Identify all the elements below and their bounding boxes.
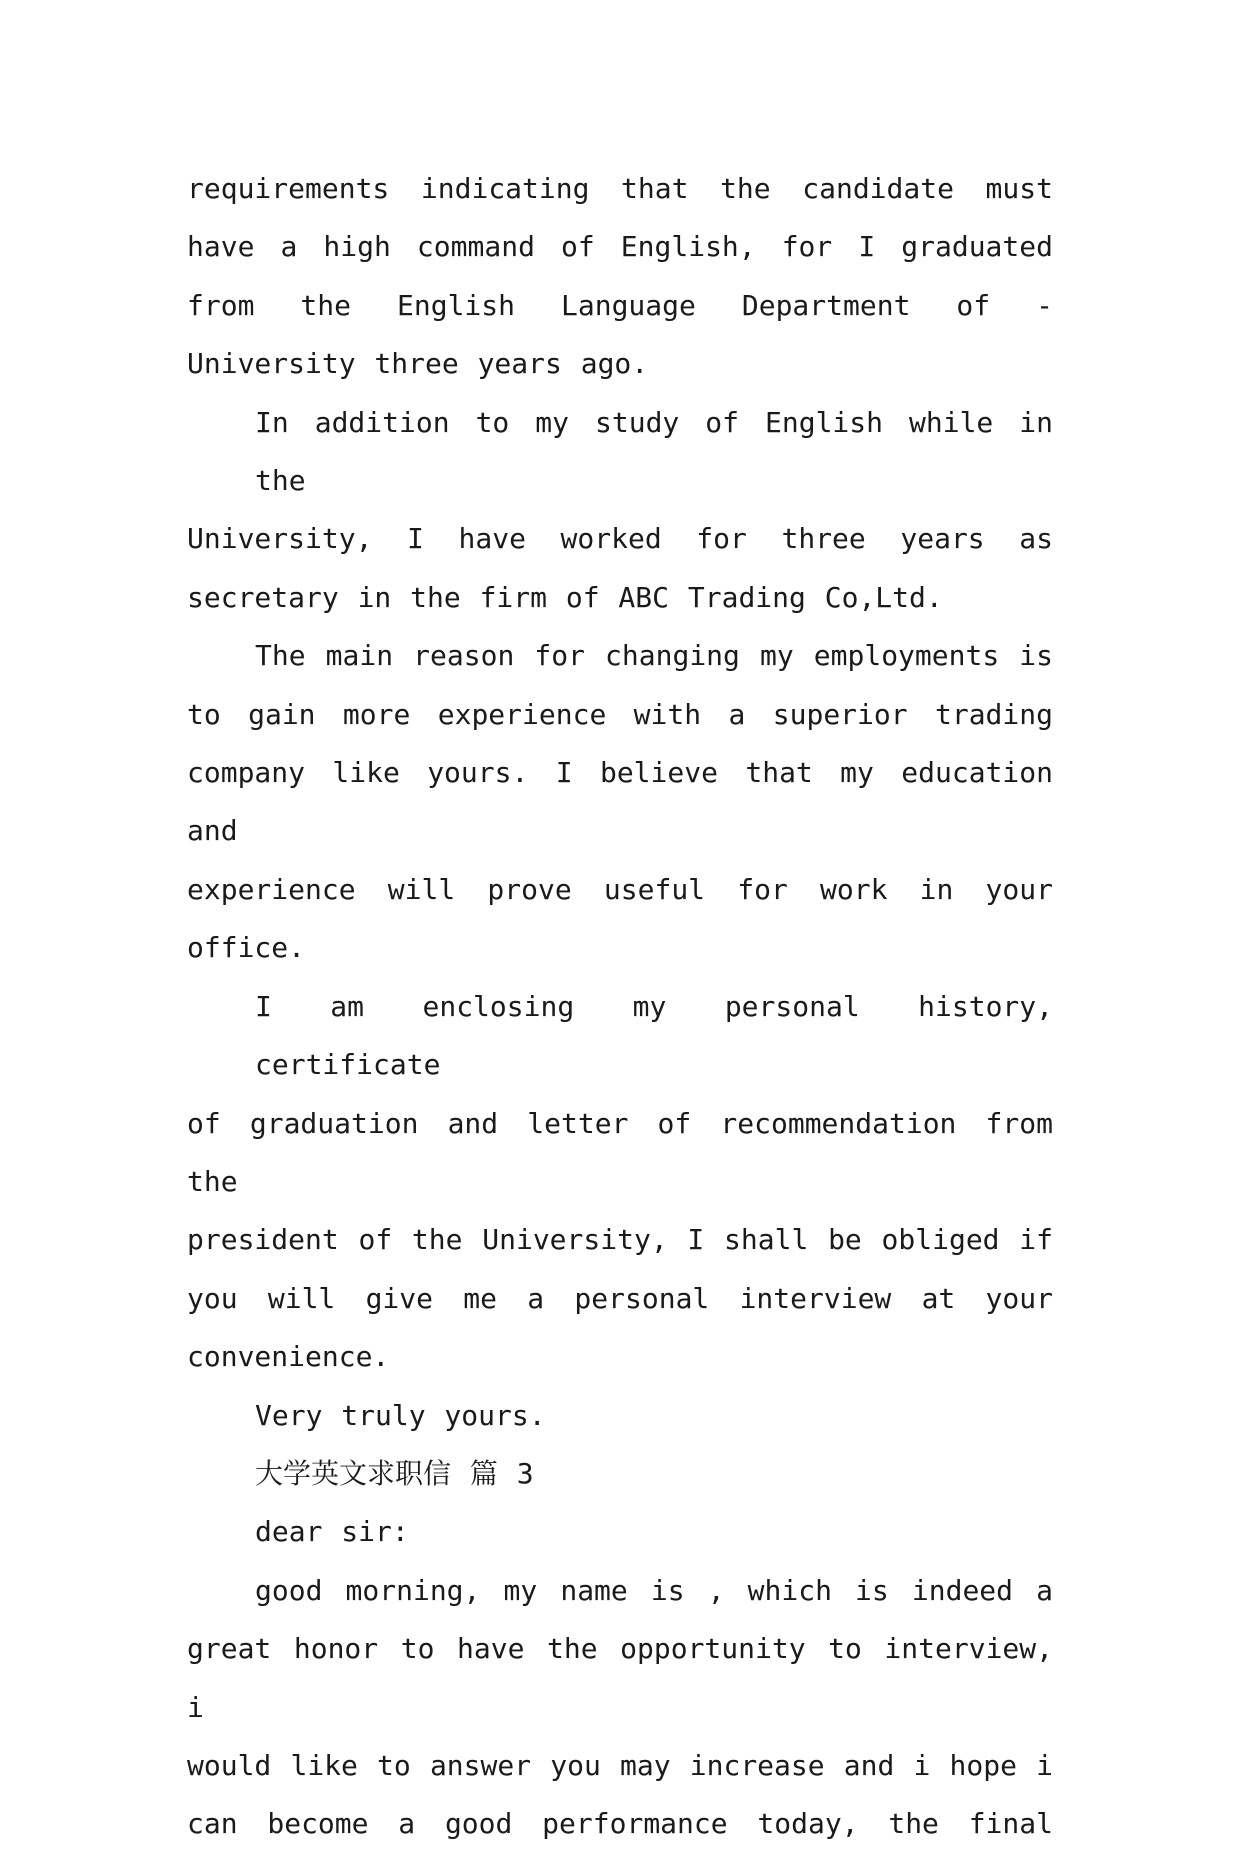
text-line: The main reason for changing my employments is: [255, 639, 1053, 673]
text-line: 大学英文求职信 篇 3: [255, 1456, 534, 1490]
text-line: In addition to my study of English while in the: [255, 405, 1053, 498]
paragraph-introduction: [187, 1562, 1053, 1854]
text-line: great honor to have the opportunity to interview, i: [187, 1632, 1053, 1724]
text-line: experience will prove useful for work in your: [187, 872, 1053, 906]
text-line: I am enclosing my personal history, certificate: [255, 989, 1053, 1082]
text-line: secretary in the firm of ABC Trading Co,Ltd.: [187, 580, 943, 614]
text-line: office.: [187, 931, 306, 965]
paragraph-enclosures: [187, 978, 1053, 1387]
text-line: company like yours. I believe that my education and: [187, 756, 1053, 848]
paragraph-requirements: [187, 160, 1053, 394]
section-heading: [187, 1445, 1053, 1503]
text-line: have a high command of English, for I graduated: [187, 230, 1053, 264]
text-line: to gain more experience with a superior trading: [187, 697, 1053, 731]
text-line: University, I have worked for three years as: [187, 522, 1053, 556]
text-line: from the English Language Department of -: [187, 288, 1053, 322]
text-line: can become a good performance today, the final: [187, 1807, 1053, 1841]
closing-line: [187, 1387, 1053, 1445]
paragraph-education: [187, 394, 1053, 628]
text-line: would like to answer you may increase and i hope i: [187, 1748, 1053, 1782]
text-line: president of the University, I shall be obliged if: [187, 1223, 1053, 1257]
text-line: convenience.: [187, 1340, 390, 1374]
text-line: of graduation and letter of recommendation from the: [187, 1106, 1053, 1198]
letter-body: [187, 160, 1053, 1854]
text-line: dear sir:: [255, 1515, 409, 1549]
paragraph-reason: [187, 627, 1053, 977]
text-line: you will give me a personal interview at your: [187, 1281, 1053, 1315]
text-line: Very truly yours.: [255, 1398, 546, 1432]
text-line: requirements indicating that the candidate must: [187, 172, 1053, 205]
salutation: [187, 1503, 1053, 1561]
text-line: University three years ago.: [187, 347, 649, 381]
text-line: good morning, my name is , which is indeed a: [255, 1573, 1053, 1607]
